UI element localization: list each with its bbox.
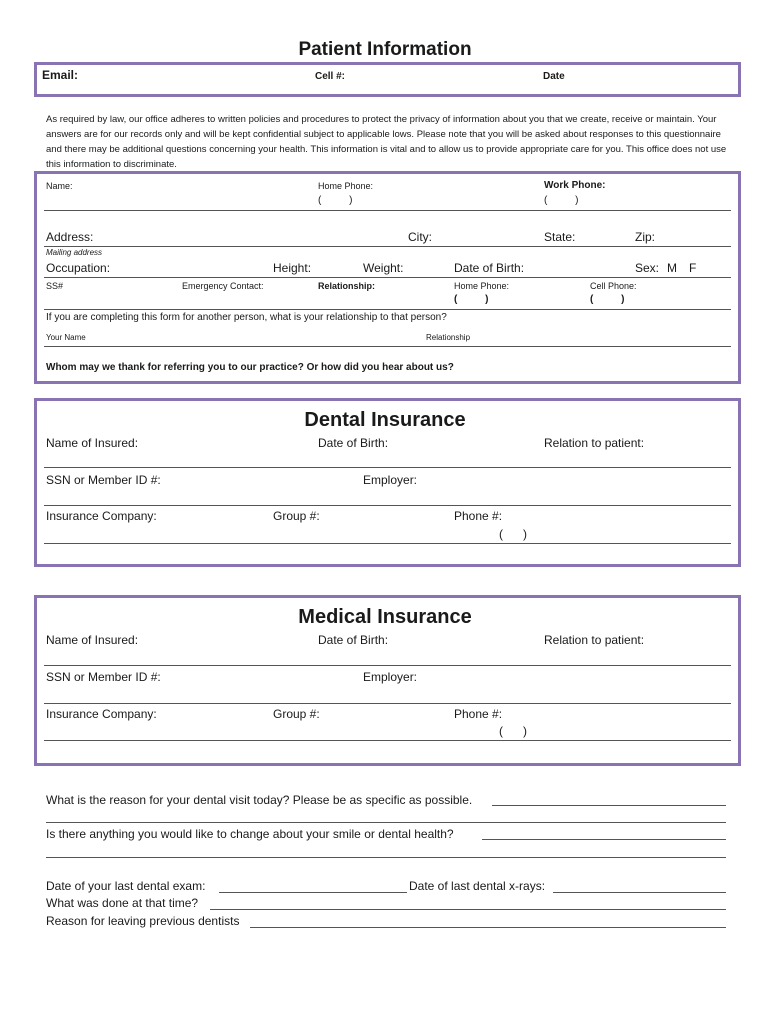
dental-group-label: Group #: [273,509,320,523]
sex-label: Sex: [635,261,660,275]
relationship-small-label: Relationship [426,333,471,342]
medical-line-3 [44,740,731,741]
occupation-line [44,277,731,278]
reason-visit-answer-line-2[interactable] [46,822,726,823]
your-name-label: Your Name [46,333,86,342]
dental-relation-label: Relation to patient: [544,436,645,450]
home-phone-label: Home Phone: [318,181,374,191]
emergency-cell-paren: ( ) [590,294,625,305]
dental-line-3 [44,543,731,544]
medical-employer-label: Employer: [363,670,418,684]
change-smile-answer-line-2[interactable] [46,857,726,858]
sex-f-option[interactable]: F [689,261,697,275]
cell-label: Cell #: [315,71,346,82]
address-label: Address: [46,230,94,244]
emergency-line [44,309,731,310]
reason-leaving-label: Reason for leaving previous dentists [46,914,240,928]
contact-box [34,62,741,97]
name-label: Name: [46,181,73,191]
privacy-notice: As required by law, our office adheres to written policies and procedures to protect the privacy of information about you that we create, receive or maintain. Your answers are for our records only and will be kept confidential subject to applicable lows. Please note that you will be asked about responses to this questionnaire and there may be additional questions concerning your health. This information is vital and to allow us to provide appropriate care for you. This office does not use this information to discriminate. [46,114,727,170]
what-done-label: What was done at that time? [46,896,199,910]
dental-line-1 [44,467,731,468]
medical-phone-label: Phone #: [454,707,503,721]
other-person-question: If you are completing this form for another person, what is your relationship to that person? [46,312,447,323]
medical-line-2 [44,703,731,704]
last-exam-answer-line[interactable] [219,892,407,893]
weight-label: Weight: [363,261,404,275]
emergency-cell-label: Cell Phone: [590,281,637,291]
dental-name-insured-label: Name of Insured: [46,436,139,450]
emergency-home-phone-label: Home Phone: [454,281,510,291]
city-label: City: [408,230,432,244]
name-line [44,210,731,211]
last-xrays-label: Date of last dental x-rays: [409,879,546,893]
work-phone-paren: ( ) [544,195,579,206]
medical-ssn-label: SSN or Member ID #: [46,670,161,684]
medical-group-label: Group #: [273,707,320,721]
last-xrays-answer-line[interactable] [553,892,726,893]
dental-ssn-label: SSN or Member ID #: [46,473,161,487]
zip-label: Zip: [635,230,656,244]
medical-phone-paren: ( ) [499,724,527,738]
state-label: State: [544,230,576,244]
what-done-answer-line[interactable] [210,909,726,910]
dental-insurance-title: Dental Insurance [304,409,466,431]
dental-phone-paren: ( ) [499,527,527,541]
date-label: Date [543,71,565,82]
mailing-address-note: Mailing address [46,248,103,257]
page-title: Patient Information [298,39,472,60]
dental-phone-label: Phone #: [454,509,503,523]
height-label: Height: [273,261,312,275]
reason-visit-question: What is the reason for your dental visit today? Please be as specific as possible. [46,793,473,807]
medical-insurance-title: Medical Insurance [298,606,472,628]
dental-company-label: Insurance Company: [46,509,157,523]
address-line [44,246,731,247]
relationship-label: Relationship: [318,281,376,291]
occupation-label: Occupation: [46,261,111,275]
last-exam-label: Date of your last dental exam: [46,879,206,893]
medical-dob-label: Date of Birth: [318,633,389,647]
sex-m-option[interactable]: M [667,261,677,275]
reason-leaving-answer-line[interactable] [250,927,726,928]
your-name-line [44,346,731,347]
home-phone-paren: ( ) [318,195,353,206]
medical-name-insured-label: Name of Insured: [46,633,139,647]
dental-line-2 [44,505,731,506]
change-smile-question: Is there anything you would like to change about your smile or dental health? [46,827,454,841]
dental-dob-label: Date of Birth: [318,436,389,450]
change-smile-answer-line[interactable] [482,839,726,840]
work-phone-label: Work Phone: [544,180,606,191]
reason-visit-answer-line[interactable] [492,805,726,806]
emergency-contact-label: Emergency Contact: [182,281,264,291]
medical-company-label: Insurance Company: [46,707,157,721]
ssn-label: SS# [46,281,64,291]
referral-question: Whom may we thank for referring you to our practice? Or how did you hear about us? [46,362,454,373]
medical-line-1 [44,665,731,666]
dental-employer-label: Employer: [363,473,418,487]
email-label: Email: [42,68,79,82]
emergency-home-phone-paren: ( ) [454,294,489,305]
dob-label: Date of Birth: [454,261,525,275]
medical-relation-label: Relation to patient: [544,633,645,647]
